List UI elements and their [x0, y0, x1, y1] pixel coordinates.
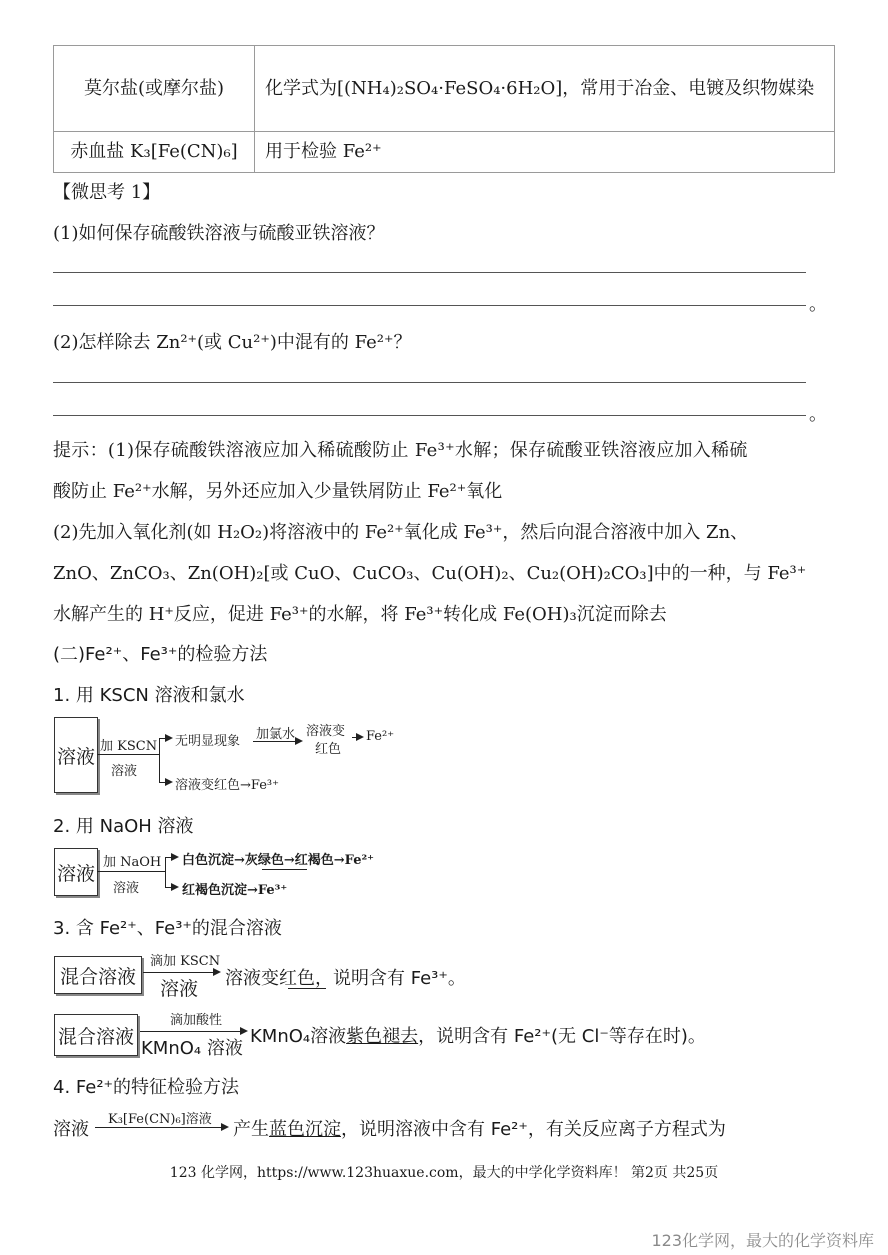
result-text: 溶液变红色，说明含有 Fe³⁺。: [225, 968, 466, 989]
section-title: (二)Fe²⁺、Fe³⁺的检验方法: [53, 644, 268, 665]
answer-line: [53, 305, 806, 306]
hint-line-4: ZnO、ZnCO₃、Zn(OH)₂[或 CuO、CuCO₃、Cu(OH)₂、Cu₂(OH)₂CO₃]中的一种，与 Fe³⁺: [53, 563, 807, 584]
arrow: [143, 972, 219, 973]
connector: [97, 871, 165, 872]
result-pre: 产生: [233, 1119, 269, 1140]
end-mark: 。: [809, 404, 827, 425]
answer-line: [53, 415, 806, 416]
reagent-label: 滴加 KSCN: [150, 954, 221, 969]
start-label: 溶液: [53, 1119, 89, 1140]
change-label: 溶液变: [306, 724, 346, 739]
table-row: [54, 132, 835, 173]
lower-sequence: 红褐色沉淀→Fe³⁺: [182, 883, 288, 898]
method-1-title: 1. 用 KSCN 溶液和氯水: [53, 685, 245, 706]
reagent-label: 加 NaOH: [103, 855, 162, 870]
hint-line-2: 酸防止 Fe²⁺水解，另外还应加入少量铁屑防止 Fe²⁺氧化: [53, 481, 503, 502]
info-table: [53, 45, 835, 173]
answer-line: [53, 382, 806, 383]
upper-sequence: 白色沉淀→灰绿色→红褐色→Fe²⁺: [182, 853, 375, 868]
change-label: 红色: [315, 742, 342, 757]
answer-line: [53, 272, 806, 273]
result-pre: KMnO₄溶液: [250, 1026, 347, 1047]
question-2: (2)怎样除去 Zn²⁺(或 Cu²⁺)中混有的 Fe²⁺？: [53, 332, 412, 353]
method-4-title: 4. Fe²⁺的特征检验方法: [53, 1077, 240, 1098]
arrow: [253, 741, 301, 742]
result-text: [233, 1115, 726, 1141]
lower-result: 溶液变红色→Fe³⁺: [175, 778, 279, 793]
solution-box: 溶液: [54, 848, 98, 896]
hint-line-1: 提示：(1)保存硫酸铁溶液应加入稀硫酸防止 Fe³⁺水解；保存硫酸亚铁溶液应加入稀硫: [53, 440, 748, 461]
branch-line: [159, 738, 160, 782]
mixed-solution-box: 混合溶液: [54, 1014, 138, 1056]
end-mark: 。: [809, 294, 827, 315]
arrow: [352, 737, 362, 738]
result-highlight: 紫色褪去: [346, 1026, 419, 1047]
result-post: ，说明含有 Fe²⁺(无 Cl⁻等存在时)。: [418, 1026, 706, 1047]
connector: [97, 754, 159, 755]
upper-ion: Fe²⁺: [366, 729, 395, 744]
arrow: [140, 1031, 246, 1032]
underline: [262, 869, 307, 870]
reagent-label: KMnO₄ 溶液: [141, 1038, 243, 1059]
table-row: [54, 46, 835, 132]
page-footer: 123 化学网，https://www.123huaxue.com，最大的中学化学资料库！ 第2页 共25页: [169, 1165, 719, 1181]
reagent-label: 溶液: [111, 764, 138, 779]
result-highlight: 蓝色沉淀: [269, 1119, 341, 1140]
hint-line-3: (2)先加入氧化剂(如 H₂O₂)将溶液中的 Fe²⁺氧化成 Fe³⁺，然后向混合溶液中加入 Zn、: [53, 522, 749, 543]
reagent-label: 加 KSCN: [100, 739, 158, 754]
arrow: [159, 782, 171, 783]
reagent-label: 滴加酸性: [170, 1013, 223, 1028]
arrow: [165, 887, 177, 888]
think-title: 【微思考 1】: [53, 182, 161, 203]
table-cell-desc: 化学式为[(NH₄)₂SO₄·FeSO₄·6H₂O]，常用于冶金、电镀及织物媒染: [255, 46, 835, 132]
method-3-title: 3. 含 Fe²⁺、Fe³⁺的混合溶液: [53, 918, 282, 939]
reagent-label: K₃[Fe(CN)₆]溶液: [108, 1112, 212, 1127]
table-cell-name: 莫尔盐(或摩尔盐): [54, 46, 255, 132]
reagent-label: 溶液: [113, 881, 140, 896]
table-cell-name: 赤血盐 K₃[Fe(CN)₆]: [54, 132, 255, 173]
method-2-title: 2. 用 NaOH 溶液: [53, 816, 194, 837]
underline: [288, 988, 326, 989]
mixed-solution-box: 混合溶液: [54, 956, 142, 994]
question-1: (1)如何保存硫酸铁溶液与硫酸亚铁溶液？: [53, 223, 385, 244]
arrow: [95, 1127, 227, 1128]
arrow: [165, 857, 177, 858]
watermark: 123化学网，最大的化学资料库: [651, 1231, 874, 1250]
upper-result: 无明显现象: [175, 734, 241, 749]
branch-line: [165, 857, 166, 887]
table-cell-desc: 用于检验 Fe²⁺: [255, 132, 835, 173]
solution-box: 溶液: [54, 717, 98, 793]
result-text: [250, 1022, 706, 1048]
arrow: [159, 738, 171, 739]
result-post: ，说明溶液中含有 Fe²⁺，有关反应离子方程式为: [341, 1119, 726, 1140]
hint-line-5: 水解产生的 H⁺反应，促进 Fe³⁺的水解，将 Fe³⁺转化成 Fe(OH)₃沉淀而除去: [53, 604, 667, 625]
reagent-label: 溶液: [160, 978, 199, 1000]
chlorine-label: 加氯水: [256, 727, 296, 742]
